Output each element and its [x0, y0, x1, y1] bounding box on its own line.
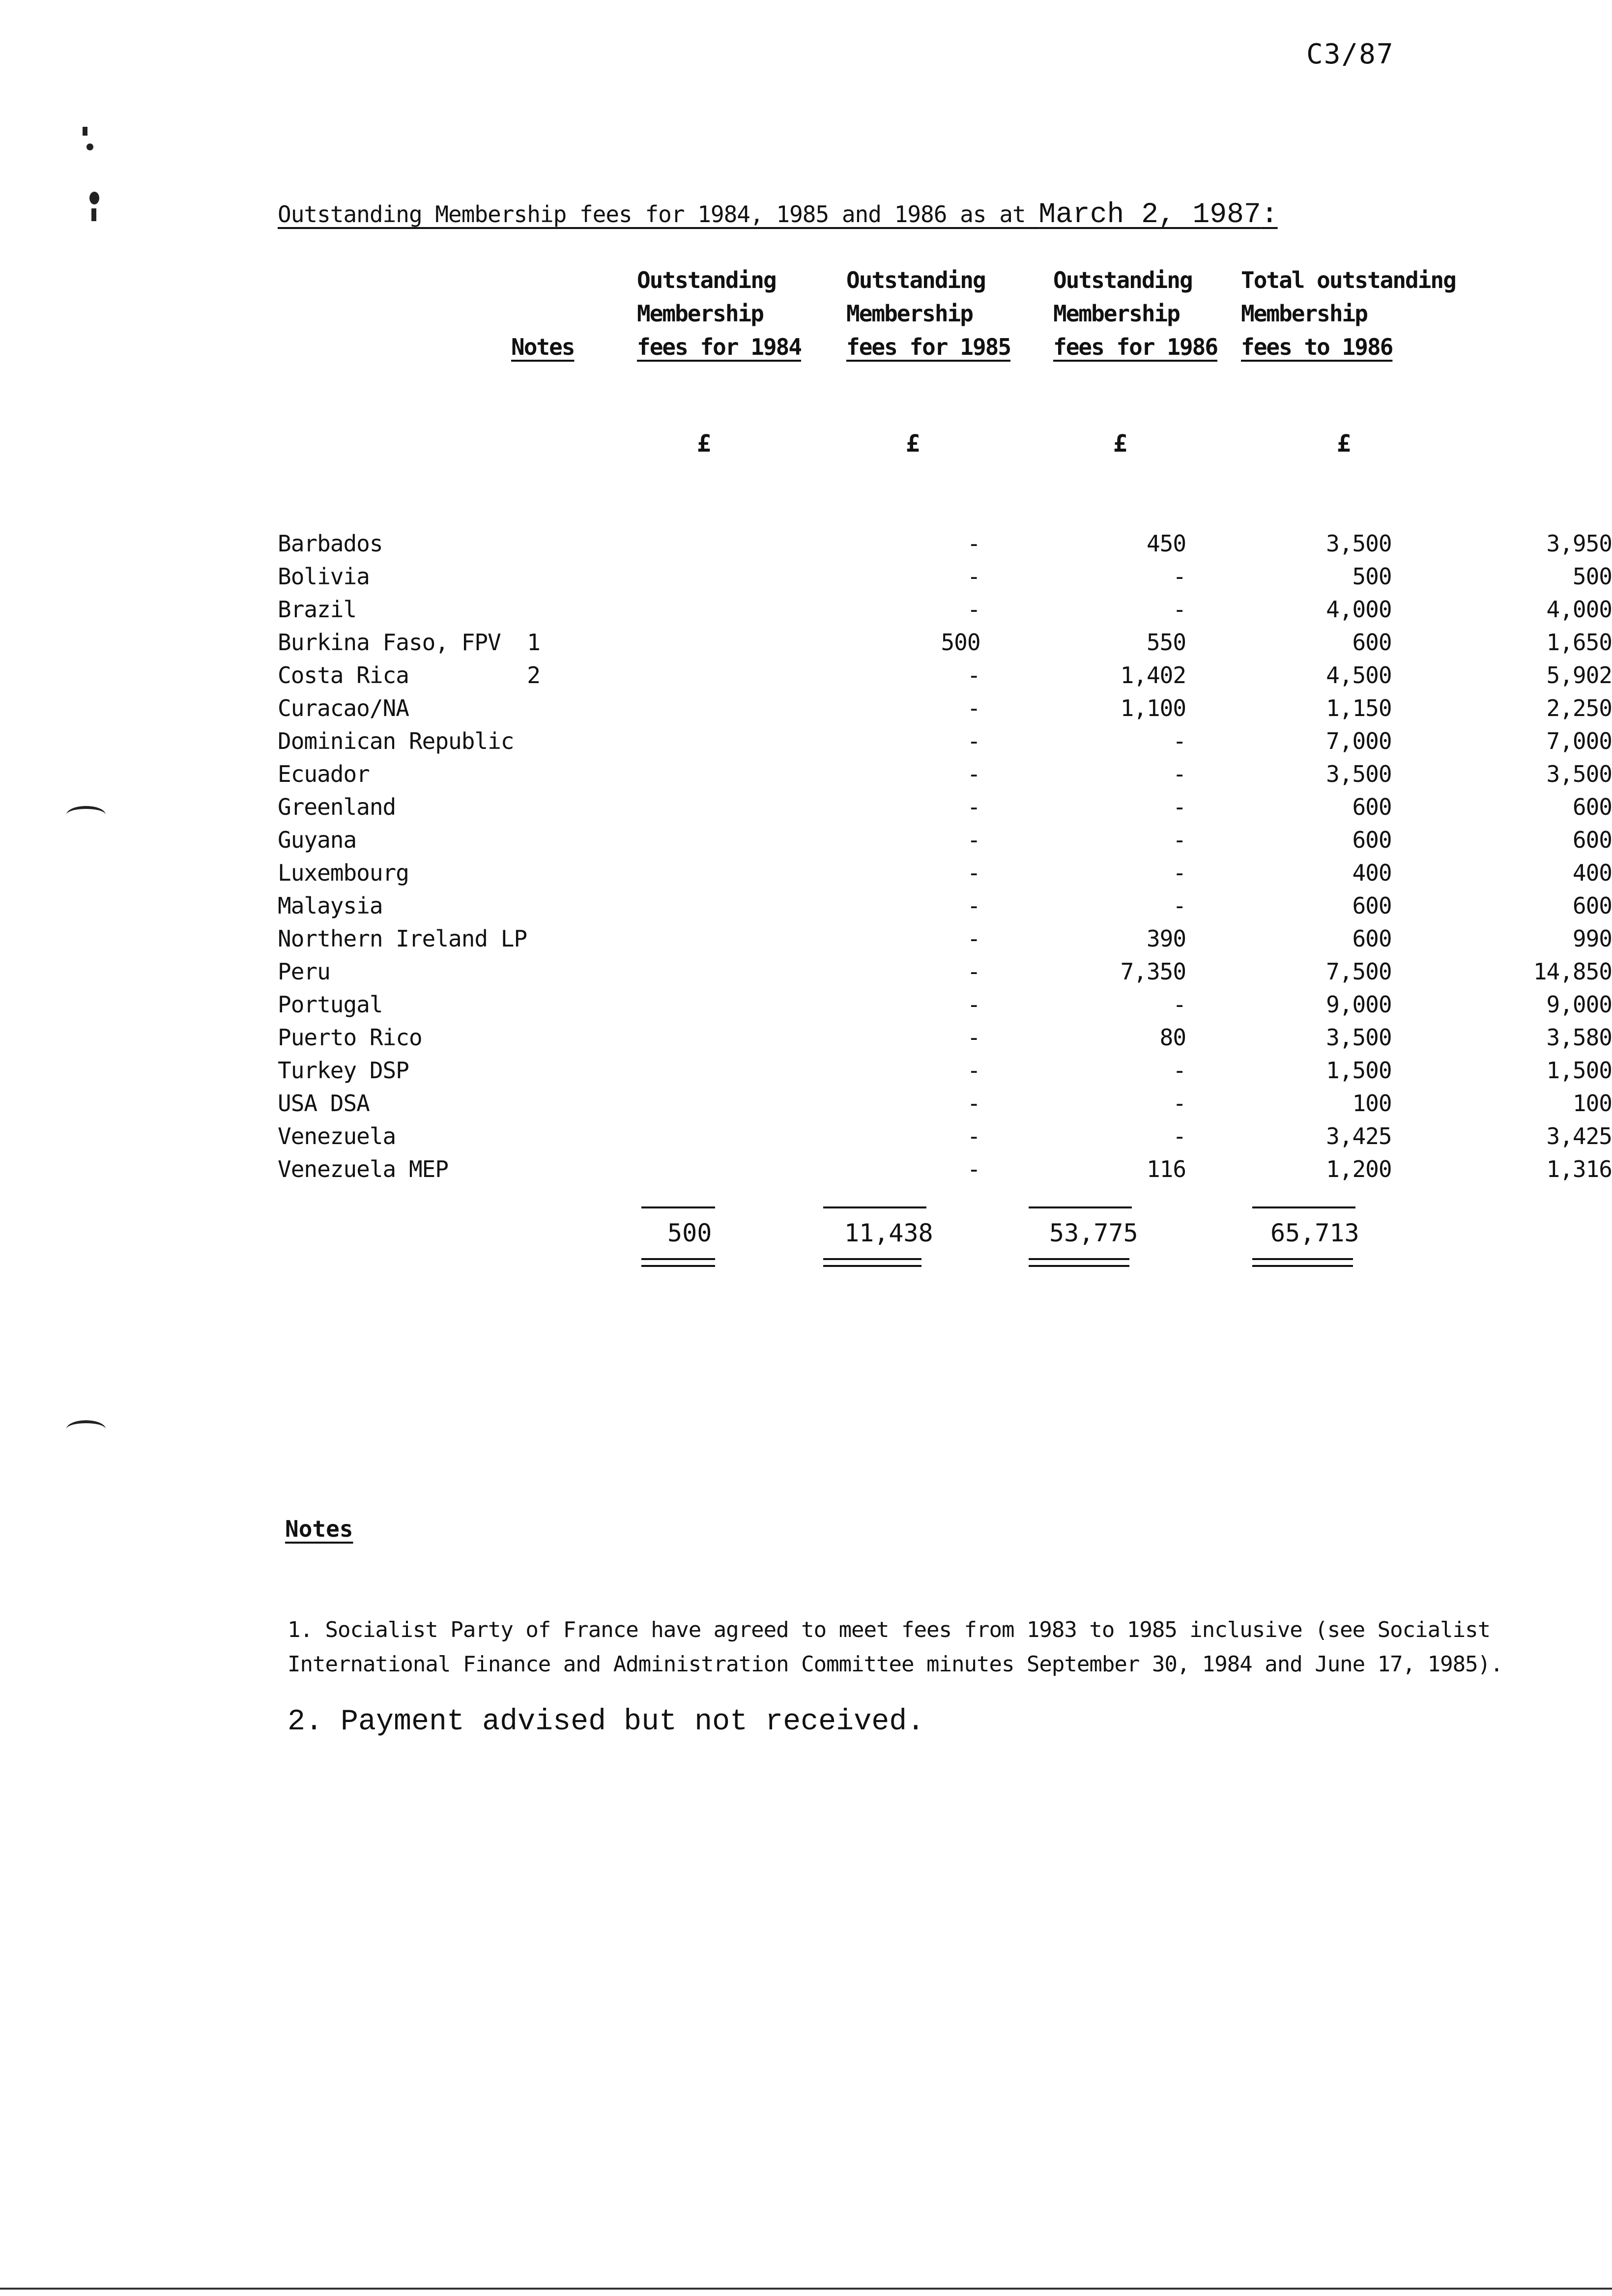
notes-heading: Notes — [285, 1516, 353, 1542]
fee-1985-cell: 80 — [1159, 1024, 1186, 1051]
fee-1985-cell: 1,402 — [1120, 661, 1186, 689]
country-cell: Portugal — [278, 991, 383, 1018]
total-1986: 53,775 — [1049, 1219, 1138, 1247]
double-rule-total — [1252, 1258, 1353, 1267]
country-cell: Curacao/NA — [278, 694, 409, 721]
fee-1984-cell: - — [967, 958, 980, 985]
header-1984-line-1: Outstanding — [637, 267, 776, 293]
fee-1985-cell: - — [1173, 1122, 1186, 1149]
fee-1984-cell: - — [967, 727, 980, 754]
fee-1984-cell: - — [967, 1024, 980, 1051]
fee-1984-cell: - — [967, 1090, 980, 1117]
column-header-1986 — [1053, 263, 1217, 364]
header-1985-line-2: Membership — [846, 300, 973, 327]
country-cell: Greenland — [278, 793, 396, 820]
scan-mark — [83, 127, 87, 136]
scan-mark — [66, 806, 106, 824]
total-1985: 11,438 — [844, 1219, 933, 1247]
total-cell: 500 — [1572, 563, 1612, 590]
fee-1985-cell: - — [1173, 1057, 1186, 1084]
country-cell: Barbados — [278, 530, 383, 557]
fee-1986-cell: 9,000 — [1326, 991, 1392, 1018]
fee-1984-cell: - — [967, 925, 980, 952]
fee-1986-cell: 600 — [1352, 925, 1392, 952]
fees-table — [278, 527, 1612, 1185]
currency-1986: £ — [1113, 430, 1127, 458]
total-cell: 100 — [1572, 1090, 1612, 1117]
scan-mark — [91, 208, 96, 221]
header-1984-line-2: Membership — [637, 300, 763, 327]
fee-1985-cell: - — [1173, 563, 1186, 590]
note-cell — [527, 691, 662, 724]
total-cell: 1,500 — [1546, 1057, 1612, 1084]
fee-1986-cell: 600 — [1352, 826, 1392, 853]
table-row — [278, 1119, 1612, 1152]
total-rule-total — [1252, 1206, 1355, 1208]
note-2: 2. Payment advised but not received. — [288, 1705, 925, 1739]
table-row — [278, 1087, 1612, 1119]
fee-1986-cell: 3,500 — [1326, 760, 1392, 787]
fee-1986-cell: 100 — [1352, 1090, 1392, 1117]
total-cell: 4,000 — [1546, 596, 1612, 623]
note-cell — [527, 823, 662, 856]
fee-1984-cell: - — [967, 892, 980, 919]
table-row — [278, 724, 1612, 757]
header-total-line-1: Total outstanding — [1241, 267, 1456, 293]
fee-1986-cell: 1,500 — [1326, 1057, 1392, 1084]
fee-1986-cell: 4,000 — [1326, 596, 1392, 623]
fee-1984-cell: 500 — [941, 629, 980, 656]
table-row — [278, 527, 1612, 560]
fee-1986-cell: 3,500 — [1326, 530, 1392, 557]
note-cell — [527, 527, 662, 560]
total-cell: 5,902 — [1546, 661, 1612, 689]
fee-1985-cell: 7,350 — [1120, 958, 1186, 985]
fee-1986-cell: 600 — [1352, 629, 1392, 656]
document-reference: C3/87 — [1306, 38, 1394, 70]
country-cell: Malaysia — [278, 892, 383, 919]
title-colon: : — [1261, 196, 1278, 229]
header-1986-line-1: Outstanding — [1053, 267, 1192, 293]
country-cell: Guyana — [278, 826, 357, 853]
double-rule-1984 — [641, 1258, 715, 1267]
country-cell: Puerto Rico — [278, 1024, 422, 1051]
country-cell: USA DSA — [278, 1090, 370, 1117]
total-cell: 990 — [1572, 925, 1612, 952]
table-row — [278, 757, 1612, 790]
fee-1984-cell: - — [967, 1122, 980, 1149]
total-cell: 1,650 — [1546, 629, 1612, 656]
double-rule-1986 — [1029, 1258, 1129, 1267]
fee-1984-cell: - — [967, 859, 980, 886]
fee-1985-cell: 1,100 — [1120, 694, 1186, 721]
header-1984-line-3: fees for 1984 — [637, 334, 802, 360]
currency-1985: £ — [906, 430, 920, 458]
note-cell — [527, 1152, 662, 1185]
table-row — [278, 790, 1612, 823]
fee-1984-cell: - — [967, 826, 980, 853]
note-cell — [527, 1119, 662, 1152]
table-row — [278, 922, 1612, 955]
scan-bottom-edge — [0, 2288, 1612, 2290]
total-cell: 3,425 — [1546, 1122, 1612, 1149]
country-cell: Turkey DSP — [278, 1057, 409, 1084]
fee-1984-cell: - — [967, 596, 980, 623]
note-cell: 1 — [527, 629, 540, 656]
fee-1985-cell: - — [1173, 793, 1186, 820]
country-cell: Burkina Faso, FPV — [278, 629, 501, 656]
fee-1986-cell: 400 — [1352, 859, 1392, 886]
currency-total: £ — [1337, 430, 1351, 458]
note-cell — [527, 988, 662, 1021]
table-row — [278, 988, 1612, 1021]
fee-1985-cell: - — [1173, 991, 1186, 1018]
fee-1984-cell: - — [967, 793, 980, 820]
total-rule-1986 — [1029, 1206, 1132, 1208]
fee-1984-cell: - — [967, 530, 980, 557]
header-1985-line-3: fees for 1985 — [846, 334, 1011, 360]
fee-1984-cell: - — [967, 694, 980, 721]
fee-1986-cell: 7,000 — [1326, 727, 1392, 754]
total-cell: 2,250 — [1546, 694, 1612, 721]
fee-1985-cell: - — [1173, 596, 1186, 623]
note-cell — [527, 856, 662, 889]
table-row — [278, 593, 1612, 626]
fee-1985-cell: - — [1173, 727, 1186, 754]
country-cell: Venezuela — [278, 1122, 396, 1149]
total-cell: 600 — [1572, 826, 1612, 853]
total-cell: 7,000 — [1546, 727, 1612, 754]
fee-1984-cell: - — [967, 760, 980, 787]
fee-1986-cell: 500 — [1352, 563, 1392, 590]
fee-1985-cell: - — [1173, 760, 1186, 787]
note-cell — [527, 560, 662, 593]
note-cell: 2 — [527, 661, 540, 689]
header-total-line-2: Membership — [1241, 300, 1367, 327]
title-date: March 2, 1987 — [1038, 199, 1261, 231]
table-row — [278, 1152, 1612, 1185]
table-row — [278, 626, 1612, 659]
note-cell — [527, 757, 662, 790]
total-cell: 14,850 — [1533, 958, 1612, 985]
fee-1985-cell: - — [1173, 892, 1186, 919]
fee-1986-cell: 3,500 — [1326, 1024, 1392, 1051]
column-header-1985 — [846, 263, 1010, 364]
table-row — [278, 1054, 1612, 1087]
country-cell: Dominican Republic — [278, 727, 514, 754]
fee-1986-cell: 600 — [1352, 793, 1392, 820]
total-cell: 3,500 — [1546, 760, 1612, 787]
note-cell — [527, 724, 662, 757]
header-total-line-3: fees to 1986 — [1241, 334, 1393, 360]
notes-column-header: Notes — [511, 334, 575, 360]
table-row — [278, 560, 1612, 593]
note-cell — [527, 790, 662, 823]
note-cell — [527, 1087, 662, 1119]
fee-1985-cell: - — [1173, 826, 1186, 853]
column-header-total — [1241, 263, 1456, 364]
header-1985-line-1: Outstanding — [846, 267, 985, 293]
double-rule-1985 — [823, 1258, 921, 1267]
total-rule-1985 — [823, 1206, 926, 1208]
header-1986-line-2: Membership — [1053, 300, 1180, 327]
total-rule-1984 — [641, 1206, 715, 1208]
fee-1985-cell: 450 — [1146, 530, 1186, 557]
column-header-1984 — [637, 263, 801, 364]
table-row — [278, 823, 1612, 856]
fee-1986-cell: 1,200 — [1326, 1155, 1392, 1182]
note-cell — [527, 593, 662, 626]
scan-mark — [86, 144, 93, 150]
scan-mark — [66, 1420, 106, 1438]
country-cell: Venezuela MEP — [278, 1155, 449, 1182]
fees-table-body — [278, 527, 1612, 1185]
total-cell: 1,316 — [1546, 1155, 1612, 1182]
total-cell: 9,000 — [1546, 991, 1612, 1018]
fee-1986-cell: 3,425 — [1326, 1122, 1392, 1149]
scan-mark — [89, 192, 99, 204]
table-row — [278, 659, 1612, 691]
note-1 — [288, 1613, 1503, 1682]
fee-1985-cell: - — [1173, 1090, 1186, 1117]
note-1-line-1: 1. Socialist Party of France have agreed to meet fees from 1983 to 1985 inclusive (see Socialist — [288, 1617, 1491, 1642]
fee-1984-cell: - — [967, 991, 980, 1018]
fee-1984-cell: - — [967, 661, 980, 689]
table-row — [278, 1021, 1612, 1054]
currency-1984: £ — [697, 430, 711, 458]
total-1984: 500 — [667, 1219, 712, 1247]
fee-1986-cell: 1,150 — [1326, 694, 1392, 721]
fee-1985-cell: 550 — [1146, 629, 1186, 656]
header-1986-line-3: fees for 1986 — [1053, 334, 1218, 360]
fee-1986-cell: 7,500 — [1326, 958, 1392, 985]
total-cell: 600 — [1572, 793, 1612, 820]
fee-1984-cell: - — [967, 563, 980, 590]
total-cell: 600 — [1572, 892, 1612, 919]
fee-1984-cell: - — [967, 1057, 980, 1084]
table-row — [278, 856, 1612, 889]
fee-1984-cell: - — [967, 1155, 980, 1182]
country-cell: Peru — [278, 958, 330, 985]
note-cell — [527, 1021, 662, 1054]
table-row — [278, 955, 1612, 988]
country-cell: Luxembourg — [278, 859, 409, 886]
country-cell: Ecuador — [278, 760, 370, 787]
fee-1986-cell: 4,500 — [1326, 661, 1392, 689]
total-cell: 3,580 — [1546, 1024, 1612, 1051]
note-cell — [527, 955, 662, 988]
note-cell — [527, 922, 662, 955]
document-title — [278, 196, 1278, 231]
country-cell: Bolivia — [278, 563, 370, 590]
country-cell: Brazil — [278, 596, 357, 623]
table-row — [278, 889, 1612, 922]
table-row — [278, 691, 1612, 724]
fee-1985-cell: 116 — [1146, 1155, 1186, 1182]
note-cell — [527, 1054, 662, 1087]
total-cell: 3,950 — [1546, 530, 1612, 557]
note-1-line-2: International Finance and Administration Committee minutes September 30, 1984 and June 17, 1985). — [288, 1652, 1503, 1677]
country-cell: Northern Ireland LP — [278, 925, 527, 952]
note-cell — [527, 889, 662, 922]
total-cell: 400 — [1572, 859, 1612, 886]
title-prefix: Outstanding Membership fees for 1984, 1985 and 1986 as at — [278, 201, 1026, 228]
fee-1985-cell: 390 — [1146, 925, 1186, 952]
fee-1985-cell: - — [1173, 859, 1186, 886]
total-grand: 65,713 — [1270, 1219, 1359, 1247]
fee-1986-cell: 600 — [1352, 892, 1392, 919]
country-cell: Costa Rica — [278, 661, 409, 689]
